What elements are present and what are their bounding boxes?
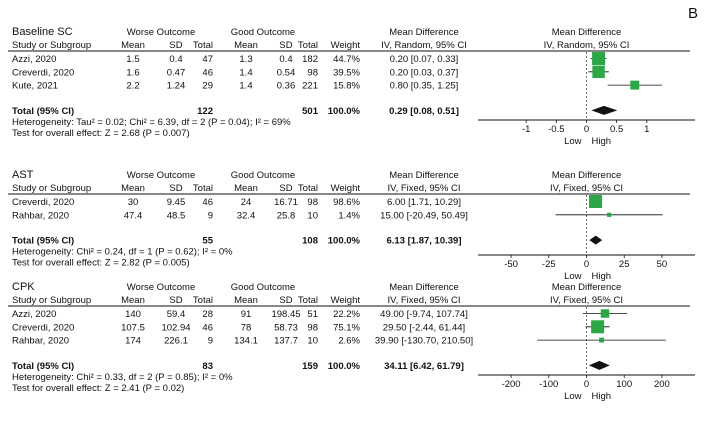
good-total-header: Total — [297, 183, 318, 194]
good-sd-header: SD — [279, 40, 293, 51]
x-tick-label: 25 — [618, 259, 630, 270]
good-sd-value: 58.73 — [274, 322, 298, 334]
worse-mean-value: 30 — [127, 197, 139, 208]
study-name: Azzi, 2020 — [12, 54, 57, 65]
study-row — [12, 210, 663, 221]
weight-header: Weight — [330, 40, 360, 51]
good-total-value: 98 — [307, 322, 318, 334]
good-sd-header: SD — [279, 183, 293, 194]
worse-total-header: Total — [192, 295, 213, 306]
worse-mean-value: 140 — [125, 309, 141, 320]
total-weight: 100.0% — [327, 235, 360, 247]
point-estimate — [591, 320, 604, 333]
weight-header: Weight — [330, 295, 360, 306]
worse-total-value: 46 — [202, 67, 213, 79]
study-row — [12, 309, 627, 320]
weight-value: 22.2% — [333, 309, 360, 320]
total-ci: 6.13 [1.87, 10.39] — [386, 235, 462, 247]
good-mean-value: 24 — [240, 197, 252, 208]
good-mean-value: 1.3 — [239, 54, 253, 65]
worse-outcome-header: Worse Outcome — [126, 282, 196, 293]
ci-value: 39.90 [-130.70, 210.50] — [374, 335, 474, 347]
study-name: Creverdi, 2020 — [12, 197, 75, 208]
worse-sd-value: 0.47 — [166, 67, 186, 79]
study-name: Rahbar, 2020 — [12, 335, 70, 347]
total-weight: 100.0% — [327, 360, 360, 372]
x-tick-label: 0 — [583, 379, 590, 390]
study-row — [12, 336, 666, 347]
good-outcome-header: Good Outcome — [230, 27, 296, 38]
worse-sd-value: 48.5 — [166, 210, 186, 222]
plot-mean-difference-header: Mean Difference — [551, 27, 622, 38]
good-sd-header: SD — [279, 295, 293, 306]
study-column-header: Study or Subgroup — [12, 40, 92, 51]
low-label: Low — [564, 136, 582, 147]
point-estimate — [592, 66, 604, 78]
total-label: Total (95% CI) — [12, 105, 75, 117]
good-outcome-header: Good Outcome — [230, 282, 296, 293]
worse-sd-value: 226.1 — [164, 335, 188, 347]
worse-outcome-header: Worse Outcome — [126, 27, 196, 38]
worse-total-value: 47 — [202, 54, 213, 65]
total-worse-n: 83 — [202, 360, 213, 372]
worse-total-value: 9 — [207, 210, 213, 222]
x-tick-label: 0.5 — [610, 124, 624, 135]
good-sd-value: 198.45 — [271, 309, 301, 320]
pooled-diamond — [589, 361, 610, 370]
good-sd-value: 0.36 — [276, 80, 296, 92]
good-mean-value: 134.1 — [234, 335, 258, 347]
worse-sd-header: SD — [169, 183, 183, 194]
plot-method-header: IV, Random, 95% CI — [543, 40, 630, 51]
x-tick-label: 0 — [583, 124, 590, 135]
weight-value: 98.6% — [333, 197, 360, 208]
good-mean-header: Mean — [234, 183, 258, 194]
total-row — [12, 106, 617, 117]
study-row — [12, 52, 606, 65]
worse-total-header: Total — [192, 40, 213, 51]
x-tick-label: -25 — [541, 259, 556, 270]
total-row — [12, 236, 602, 247]
good-mean-value: 91 — [240, 309, 252, 320]
method-header: IV, Random, 95% CI — [381, 40, 467, 51]
method-header: IV, Fixed, 95% CI — [387, 295, 461, 306]
good-mean-value: 1.4 — [239, 80, 253, 92]
weight-header: Weight — [330, 183, 360, 194]
x-tick-label: 200 — [653, 379, 670, 390]
total-ci: 0.29 [0.08, 0.51] — [389, 105, 459, 117]
x-tick-label: -1 — [521, 124, 531, 135]
weight-value: 75.1% — [333, 322, 360, 334]
worse-total-value: 9 — [207, 335, 213, 347]
forest-panel-3 — [8, 281, 695, 402]
worse-total-value: 46 — [202, 322, 213, 334]
good-mean-value: 1.4 — [239, 67, 253, 79]
low-label: Low — [564, 271, 582, 282]
x-tick-label: -200 — [501, 379, 521, 390]
forest-panel-1 — [8, 26, 695, 147]
ci-value: 49.00 [-9.74, 107.74] — [380, 309, 468, 320]
worse-mean-value: 174 — [125, 335, 141, 347]
plot-method-header: IV, Fixed, 95% CI — [549, 183, 624, 194]
heterogeneity-text: Heterogeneity: Chi² = 0.24, df = 1 (P = 0.62); I² = 0% — [12, 246, 233, 258]
weight-value: 44.7% — [333, 54, 360, 65]
ci-value: 15.00 [-20.49, 50.49] — [380, 210, 468, 222]
worse-mean-value: 107.5 — [121, 322, 145, 334]
worse-mean-value: 47.4 — [123, 210, 143, 222]
mean-difference-header: Mean Difference — [389, 27, 459, 38]
study-name: Creverdi, 2020 — [12, 322, 75, 334]
overall-effect-text: Test for overall effect: Z = 2.41 (P = 0.02) — [12, 382, 185, 394]
heterogeneity-text: Heterogeneity: Chi² = 0.33, df = 2 (P = 0.85); I² = 0% — [12, 371, 233, 383]
x-tick-label: 0 — [583, 259, 590, 270]
worse-mean-value: 2.2 — [126, 80, 140, 92]
ci-value: 6.00 [1.71, 10.29] — [387, 197, 461, 208]
weight-value: 1.4% — [338, 210, 360, 222]
worse-sd-header: SD — [169, 295, 183, 306]
worse-mean-value: 1.5 — [126, 54, 140, 65]
study-name: Creverdi, 2020 — [12, 67, 75, 79]
point-estimate — [607, 213, 611, 217]
study-name: Rahbar, 2020 — [12, 210, 70, 222]
study-row — [12, 195, 602, 208]
good-total-value: 10 — [307, 335, 318, 347]
good-mean-value: 78 — [240, 322, 252, 334]
ci-value: 0.80 [0.35, 1.25] — [389, 80, 459, 92]
pooled-diamond — [591, 106, 617, 115]
x-tick-label: -0.5 — [548, 124, 565, 135]
forest-panels — [8, 26, 695, 402]
high-label: High — [591, 391, 612, 402]
panel-title: Baseline SC — [12, 26, 73, 38]
good-mean-header: Mean — [234, 295, 258, 306]
good-sd-value: 137.7 — [274, 335, 298, 347]
good-sd-value: 16.71 — [274, 197, 298, 208]
good-mean-header: Mean — [234, 40, 258, 51]
mean-difference-header: Mean Difference — [389, 282, 459, 293]
worse-mean-header: Mean — [121, 295, 145, 306]
worse-mean-header: Mean — [121, 183, 145, 194]
total-good-n: 159 — [302, 360, 318, 372]
study-name: Kute, 2021 — [12, 80, 58, 92]
low-label: Low — [564, 391, 582, 402]
worse-mean-value: 1.6 — [126, 67, 140, 79]
worse-sd-value: 102.94 — [161, 322, 191, 334]
study-row — [12, 66, 609, 79]
weight-value: 15.8% — [333, 80, 360, 92]
pooled-diamond — [589, 236, 602, 245]
worse-sd-value: 1.24 — [166, 80, 186, 92]
panel-title: AST — [12, 169, 34, 181]
x-tick-label: 50 — [656, 259, 668, 270]
plot-mean-difference-header: Mean Difference — [551, 282, 622, 293]
ci-value: 29.50 [-2.44, 61.44] — [382, 322, 466, 334]
worse-total-header: Total — [192, 183, 213, 194]
total-worse-n: 55 — [202, 235, 213, 247]
total-good-n: 501 — [302, 105, 318, 117]
x-tick-label: -50 — [504, 259, 518, 270]
total-good-n: 108 — [302, 235, 318, 247]
good-total-value: 221 — [302, 80, 318, 92]
worse-outcome-header: Worse Outcome — [126, 170, 196, 181]
high-label: High — [591, 271, 612, 282]
weight-value: 39.5% — [333, 67, 360, 79]
point-estimate — [592, 52, 605, 65]
method-header: IV, Fixed, 95% CI — [387, 183, 461, 194]
ci-value: 0.20 [0.03, 0.37] — [389, 67, 459, 79]
good-total-value: 10 — [307, 210, 318, 222]
study-name: Azzi, 2020 — [12, 309, 57, 320]
mean-difference-header: Mean Difference — [389, 170, 459, 181]
forest-panel-2 — [8, 169, 695, 282]
good-total-value: 182 — [302, 54, 318, 65]
good-sd-value: 25.8 — [276, 210, 296, 222]
total-row — [12, 361, 610, 372]
x-tick-label: 1 — [644, 124, 650, 135]
good-sd-value: 0.54 — [276, 67, 296, 79]
good-total-header: Total — [297, 295, 318, 306]
x-tick-label: -100 — [539, 379, 559, 390]
high-label: High — [591, 136, 612, 147]
x-tick-label: 100 — [616, 379, 633, 390]
overall-effect-text: Test for overall effect: Z = 2.82 (P = 0.005) — [12, 257, 190, 269]
good-total-value: 51 — [307, 309, 318, 320]
good-outcome-header: Good Outcome — [230, 170, 296, 181]
good-mean-value: 32.4 — [236, 210, 256, 222]
panel-title: CPK — [12, 281, 35, 293]
weight-value: 2.6% — [338, 335, 360, 347]
point-estimate — [599, 338, 604, 343]
worse-total-value: 29 — [202, 80, 213, 92]
good-total-header: Total — [297, 40, 318, 51]
point-estimate — [589, 195, 602, 208]
total-ci: 34.11 [6.42, 61.79] — [384, 360, 464, 372]
worse-total-value: 28 — [202, 309, 213, 320]
worse-mean-header: Mean — [121, 40, 145, 51]
overall-effect-text: Test for overall effect: Z = 2.68 (P = 0.007) — [12, 127, 190, 139]
point-estimate — [601, 309, 609, 317]
plot-method-header: IV, Fixed, 95% CI — [549, 295, 624, 306]
worse-total-value: 46 — [202, 197, 213, 208]
total-worse-n: 122 — [197, 105, 213, 117]
ci-value: 0.20 [0.07, 0.33] — [389, 54, 459, 65]
panel-label: B — [688, 5, 699, 22]
worse-sd-value: 59.4 — [166, 309, 186, 320]
total-label: Total (95% CI) — [12, 360, 75, 372]
worse-sd-value: 9.45 — [166, 197, 186, 208]
total-label: Total (95% CI) — [12, 235, 75, 247]
study-row — [12, 81, 662, 92]
plot-mean-difference-header: Mean Difference — [551, 170, 622, 181]
study-column-header: Study or Subgroup — [12, 183, 92, 194]
study-row — [12, 320, 610, 333]
worse-sd-header: SD — [169, 40, 183, 51]
heterogeneity-text: Heterogeneity: Tau² = 0.02; Chi² = 6.39, df = 2 (P = 0.04); I² = 69% — [12, 116, 291, 128]
good-sd-value: 0.4 — [279, 54, 293, 65]
total-weight: 100.0% — [327, 105, 360, 117]
point-estimate — [630, 81, 639, 90]
good-total-value: 98 — [307, 67, 318, 79]
study-column-header: Study or Subgroup — [12, 295, 92, 306]
good-total-value: 98 — [307, 197, 318, 208]
worse-sd-value: 0.4 — [169, 54, 183, 65]
